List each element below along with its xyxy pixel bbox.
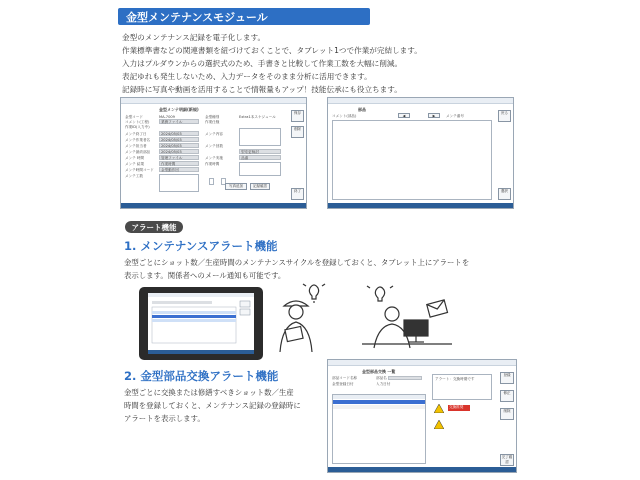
window-titlebar [328, 98, 513, 104]
field-label: 作業仕様 [205, 120, 220, 124]
close-button[interactable]: 終了 [291, 188, 304, 200]
parts-list-screenshot [327, 97, 514, 209]
input-value: 2024/05/03 [161, 132, 182, 136]
worker-with-tablet-illustration [270, 282, 332, 354]
select-field[interactable] [239, 155, 281, 160]
field-label: 金型コード [125, 115, 143, 119]
para-line: 金型ごとにショット数／生産時間のメンテナンスサイクルを登録しておくと、タブレット上にアラートを [124, 258, 470, 267]
add-photo-button[interactable]: 写真追加 [225, 183, 247, 190]
section-title-text: 金型メンテナンスモジュール [126, 11, 268, 24]
light-ray [390, 286, 393, 288]
select-field[interactable] [239, 149, 281, 154]
input-field[interactable] [159, 137, 199, 142]
column-label: メンテ番号 [446, 114, 464, 118]
computer-monitor [404, 320, 428, 336]
form-header: 金型メンテ明細(新規) [159, 107, 199, 112]
input-value: 2024/05/03 [161, 138, 182, 142]
confirm-record-button[interactable]: 記録確認 [250, 183, 270, 190]
field-label: メンテ実施 [205, 156, 223, 160]
intro-line: 金型のメンテナンス記録を電子化します。 [122, 33, 266, 42]
light-ray [367, 286, 370, 288]
pdf-file-icon[interactable] [209, 178, 214, 185]
field-label: 入力日付 [376, 382, 391, 386]
field-label: メンテ作業者名 [125, 138, 151, 142]
light-ray [322, 284, 325, 286]
worker-head [289, 305, 303, 319]
warning-badge [448, 405, 470, 411]
input-field[interactable] [159, 131, 199, 136]
tablet-screen [148, 293, 254, 354]
select-value: 型変更検討 [241, 150, 259, 154]
detail-box [239, 128, 281, 146]
input-field[interactable] [159, 167, 199, 172]
tablet-screen-mock [148, 293, 254, 354]
field-value: Extra1本スケジュール [239, 115, 276, 119]
save-button[interactable]: 保存 [291, 110, 304, 122]
complete-button[interactable]: 完了確認 [501, 455, 513, 464]
intro-text [122, 31, 602, 96]
back-button[interactable]: 戻る [498, 110, 511, 122]
lightbulb-icon [375, 287, 384, 301]
intro-line: 表記ゆれも発生しないため、入力データをそのまま分析に活用できます。 [122, 72, 372, 81]
pill-label: アラート機能 [131, 223, 177, 232]
field-label: メンテ回数 [205, 144, 223, 148]
list-header: 金型部品交換 一覧 [362, 369, 396, 374]
input-field[interactable] [159, 119, 199, 124]
delete-button[interactable]: 削除 [291, 126, 304, 138]
person-head [385, 307, 399, 321]
heading-maintenance-alert: 1. メンテナンスアラート機能 [124, 239, 278, 253]
comment-textarea[interactable] [239, 162, 281, 176]
field-label: 金型登録日付 [332, 382, 354, 386]
field-label: 部品名 [376, 376, 387, 380]
field-label: メンテ終了日 [125, 132, 147, 136]
sub-label: コメント(部品) [332, 114, 357, 118]
office-worker-email-illustration [362, 282, 454, 354]
alert-info-box [432, 374, 492, 400]
delete-button[interactable]: 削除 [500, 408, 514, 420]
window-footer [121, 203, 306, 208]
alert-feature-pill [125, 221, 183, 233]
field-label: 作業時間 [205, 162, 220, 166]
input-field[interactable] [159, 143, 199, 148]
window-titlebar [328, 360, 516, 366]
screen-selected-row [152, 315, 236, 318]
warning-triangle-icon [434, 404, 444, 413]
notes-textarea[interactable] [159, 174, 199, 192]
table-row[interactable] [333, 405, 425, 409]
part-replacement-screenshot [327, 359, 517, 473]
input-field[interactable] [388, 376, 422, 380]
right-arrow-icon[interactable]: ▶ [428, 113, 440, 118]
para-line: アラートを表示します。 [124, 414, 205, 423]
input-value: 業務ファイル [161, 120, 183, 124]
field-label: メンテ工数 [125, 174, 143, 178]
field-label: メンテ内容 [205, 132, 223, 136]
maintenance-form-screenshot [120, 97, 307, 209]
warning-triangle-icon [434, 420, 444, 429]
field-label: メンテ 時間 [125, 156, 145, 160]
intro-line: 記録時に写真や動画を活用することで情報量もアップ！技能伝承にも役立ちます。 [122, 85, 402, 94]
light-ray [303, 284, 306, 286]
field-label: コメント(工程) [125, 120, 150, 124]
field-label: メンテ担当者 [125, 144, 147, 148]
input-field[interactable] [159, 149, 199, 154]
field-label: メンテ 結果 [125, 162, 145, 166]
edit-button[interactable]: 修正 [500, 390, 514, 402]
field-label: 作業ID(入力中) [125, 125, 150, 129]
screen-row [152, 311, 236, 314]
input-field[interactable] [159, 155, 199, 160]
parts-table[interactable] [332, 394, 426, 464]
input-field[interactable] [159, 161, 199, 166]
screen-field [152, 301, 212, 304]
section-title [118, 8, 370, 25]
screen-titlebar [148, 293, 254, 297]
para-line: 金型ごとに交換または修繕すべきショット数／生産 [124, 388, 294, 397]
screen-button [240, 309, 250, 315]
intro-line: 入力はプルダウンからの選択式のため、手書きと比較して作業工数を大幅に削減。 [122, 59, 403, 68]
heading-part-replacement-alert: 2. 金型部品交換アラート機能 [124, 369, 279, 383]
table-header-row [333, 395, 425, 399]
parts-list-area[interactable] [332, 120, 492, 200]
register-button[interactable]: 登録 [500, 372, 514, 384]
list-header: 部品 [358, 107, 366, 112]
window-footer [328, 203, 513, 208]
lightbulb-icon [309, 285, 318, 299]
input-value: 2024/05/03 [161, 144, 182, 148]
worker-tablet [285, 326, 303, 341]
screen-footer [148, 350, 254, 354]
warning-badge-text: 交換推奨 [449, 405, 464, 409]
intro-line: 作業標準書などの関連書類を紐づけておくことで、タブレット1つで作業が完結します。 [122, 46, 422, 55]
select-value: 品番 [241, 156, 249, 160]
window-titlebar [121, 98, 306, 104]
screen-button [240, 301, 250, 307]
para-line: 時間を登録しておくと、メンテナンス記録の登録時に [124, 401, 301, 410]
field-label: メンテ時間コード [125, 168, 154, 172]
select-button[interactable]: 選択 [498, 188, 511, 200]
input-value: 2024/05/03 [161, 150, 182, 154]
field-label: 金型種別 [205, 115, 220, 119]
paragraph-part-replacement-alert [124, 386, 301, 425]
para-line: 表示します。関係者へのメール通知も可能です。 [124, 271, 286, 280]
input-value: 管理ファイル [161, 156, 183, 160]
window-footer [328, 467, 516, 472]
field-label: 部品コード名称 [332, 376, 358, 380]
paragraph-maintenance-alert [124, 256, 469, 282]
field-value: MA-7009 [159, 115, 175, 119]
left-arrow-icon[interactable]: ◀ [398, 113, 410, 118]
input-value: 金型動作回 [161, 168, 179, 172]
input-value: 作業時間 [161, 162, 176, 166]
field-label: メンテ最終部品 [125, 150, 151, 154]
alert-text: アラート：交換時期です [435, 377, 475, 381]
tablet-device [139, 287, 263, 360]
screen-row [152, 319, 236, 322]
table-selected-row[interactable] [333, 400, 425, 404]
